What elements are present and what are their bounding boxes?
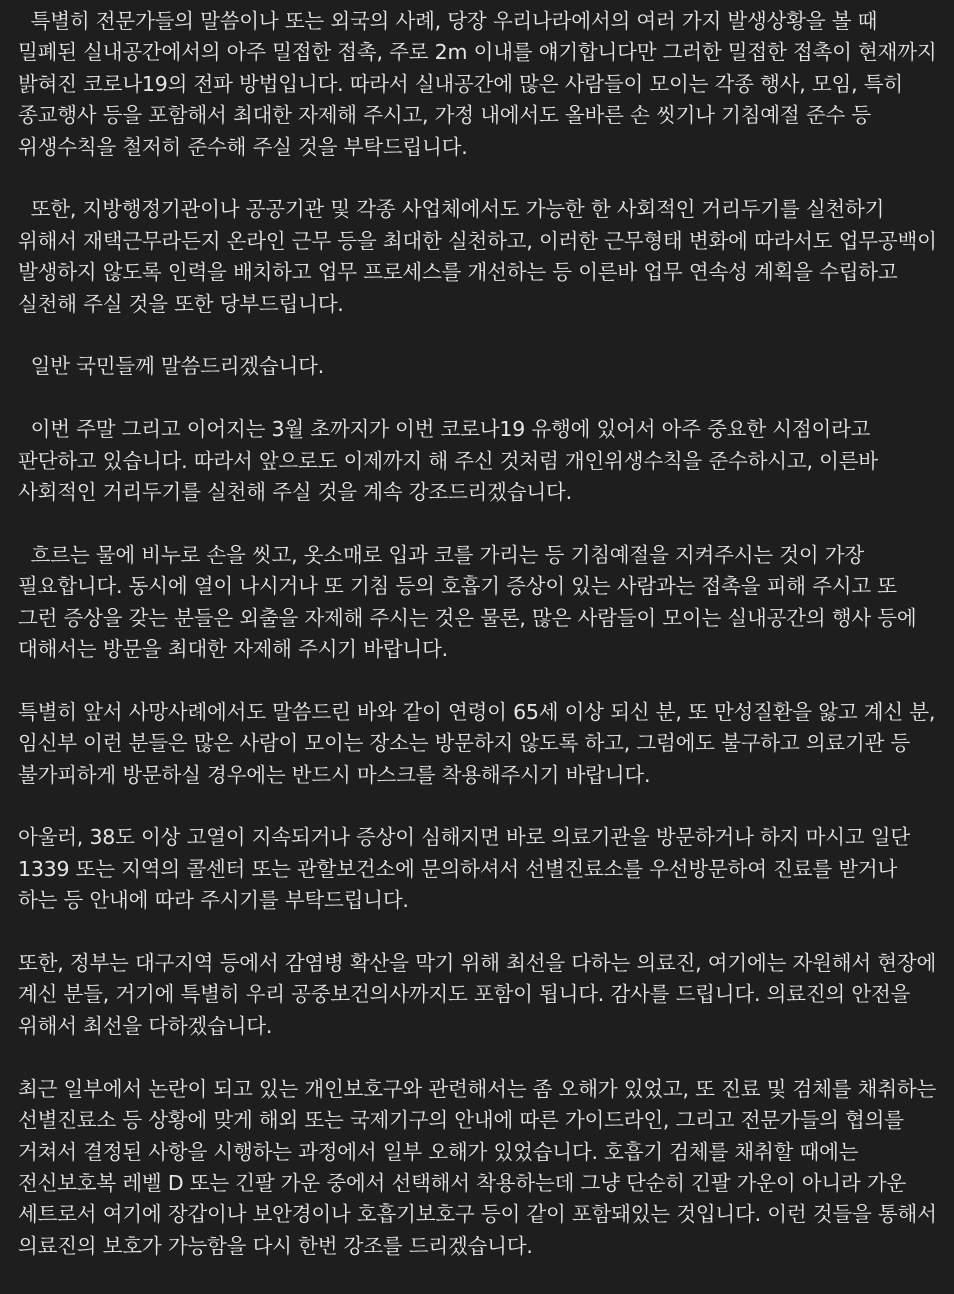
paragraph-6: 특별히 앞서 사망사례에서도 말씀드린 바와 같이 연령이 65세 이상 되신 분, 또 만성질환을 앓고 계신 분, 임신부 이런 분들은 많은 사람이 모이는 장소는 방문하지 않도록 하고, 그럼에도 불구하고 의료기관 등 불가피하게 방문하실 경우에는 반드시 마스크를 착용해주시기 바랍니다. (18, 699, 942, 787)
paragraph-1: 특별히 전문가들의 말씀이나 또는 외국의 사례, 당장 우리나라에서의 여러 가지 발생상황을 볼 때 밀폐된 실내공간에서의 아주 밀접한 접촉, 주로 2m 이내를 얘기합니다만 그러한 밀접한 접촉이 현재까지 밝혀진 코로나19의 전파 방법입니다. 따라서 실내공간에 많은 사람들이 모이는 각종 행사, 모임, 특히 종교행사 등을 포함해서 최대한 자제해 주시고, 가정 내에서도 올바른 손 씻기나 기침예절 준수 등 위생수칙을 철저히 준수해 주실 것을 부탁드립니다. (18, 9, 943, 159)
paragraph-9: 최근 일부에서 논란이 되고 있는 개인보호구와 관련해서는 좀 오해가 있었고, 또 진료 및 검체를 채취하는 선별진료소 등 상황에 맞게 해외 또는 국제기구의 안내에 따른 가이드라인, 그리고 전문가들의 협의를 거쳐서 결정된 사항을 시행하는 과정에서 일부 오해가 있었습니다. 호흡기 검체를 채취할 때에는 전신보호복 레벨 D 또는 긴팔 가운 중에서 선택해서 착용하는데 그냥 단순히 긴팔 가운이 아니라 가운 세트로서 여기에 장갑이나 보안경이나 호흡기보호구 등이 같이 포함돼있는 것입니다. 이런 것들을 통해서 의료진의 보호가 가능함을 다시 한번 강조를 드리겠습니다. (18, 1076, 944, 1258)
paragraph-2: 또한, 지방행정기관이나 공공기관 및 각종 사업체에서도 가능한 한 사회적인 거리두기를 실천하기 위해서 재택근무라든지 온라인 근무 등을 최대한 실천하고, 이러한 근무형태 변화에 따라서도 업무공백이 발생하지 않도록 인력을 배치하고 업무 프로세스를 개선하는 등 이른바 업무 연속성 계획을 수립하고 실천해 주실 것을 또한 당부드립니다. (18, 197, 944, 316)
paragraph-8: 또한, 정부는 대구지역 등에서 감염병 확산을 막기 위해 최선을 다하는 의료진, 여기에는 자원해서 현장에 계신 분들, 거기에 특별히 우리 공중보건의사까지도 포함이 됩니다. 감사를 드립니다. 의료진의 안전을 위해서 최선을 다하겠습니다. (18, 951, 943, 1038)
paragraph-3: 일반 국민들께 말씀드리겠습니다. (18, 354, 325, 379)
paragraph-7: 아울러, 38도 이상 고열이 지속되거나 증상이 심해지면 바로 의료기관을 방문하거나 하지 마시고 일단 1339 또는 지역의 콜센터 또는 관할보건소에 문의하셔서 선별진료소를 우선방문하여 진료를 받거나 하는 등 안내에 따라 주시기를 부탁드립니다. (18, 825, 917, 913)
paragraph-4: 이번 주말 그리고 이어지는 3월 초까지가 이번 코로나19 유행에 있어서 아주 중요한 시점이라고 판단하고 있습니다. 따라서 앞으로도 이제까지 해 주신 것처럼 개인위생수칙을 준수하시고, 이른바 사회적인 거리두기를 실천해 주실 것을 계속 강조드리겠습니다. (18, 417, 885, 505)
paragraph-5: 흐르는 물에 비누로 손을 씻고, 옷소매로 입과 코를 가리는 등 기침예절을 지켜주시는 것이 가장 필요합니다. 동시에 열이 나시거나 또 기침 등의 호흡기 증상이 있는 사람과는 접촉을 피해 주시고 또 그런 증상을 갖는 분들은 외출을 자제해 주시는 것은 물론, 많은 사람들이 모이는 실내공간의 행사 등에 대해서는 방문을 최대한 자제해 주시기 바랍니다. (18, 542, 923, 662)
